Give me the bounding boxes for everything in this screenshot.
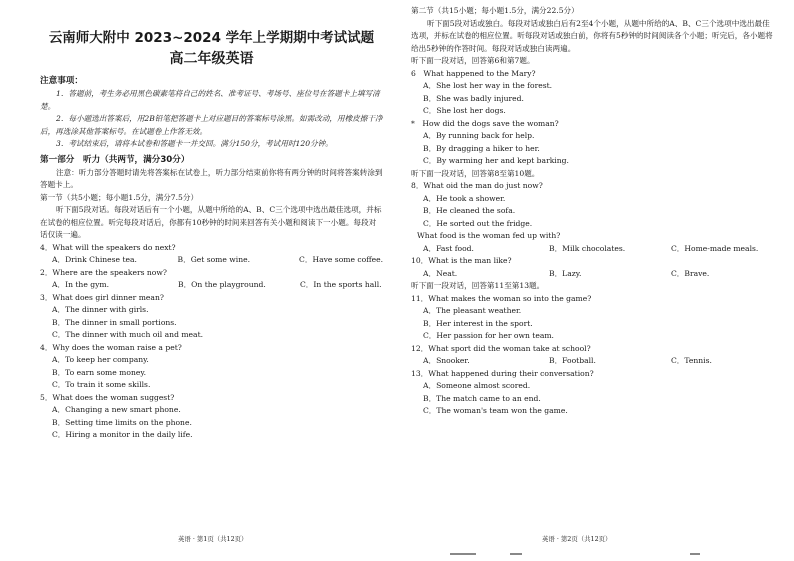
option-a: A．Neat. (423, 268, 458, 278)
option-row (40, 279, 383, 292)
notes-heading: 注意事项： (40, 76, 83, 86)
option-a: A．The pleasant weather. (423, 306, 522, 315)
option-c: C．By warming her and kept barking. (423, 156, 569, 165)
page-right (397, 0, 794, 561)
section2-instructions: 听下面5段对话或独白。每段对话或独白后有2至4个小题，从题中所给的A、B、C三个选项中选出最佳选项，并标在试卷的相应位置。听每段对话或独白前，你将有5秒钟的时间阅读各个小题；听完后，各小题将给出5秒钟的作答时间。每段对话或独白读两遍。 (411, 18, 773, 53)
option-b: B．To earn some money. (52, 367, 147, 377)
option-a: A．Drink Chinese tea. (52, 255, 137, 264)
option-c: C．She lost her dogs. (423, 106, 506, 115)
option-b: B．Football. (549, 356, 596, 365)
option-a: A．To keep her company. (52, 355, 149, 364)
part1-note: 注意：听力部分答题时请先将答案标在试卷上，听力部分结束前你将有两分钟的时间将答案转涂到答题卡上。 (40, 167, 383, 189)
note-item: 3．考试结束后，请将本试卷和答题卡一并交回。满分150分，考试用时120分钟。 (56, 139, 333, 148)
question-stem: 3．What does girl dinner mean? (40, 292, 164, 302)
option-b: B．On the playground. (178, 280, 266, 289)
question-stem: 6 What happened to the Mary? (411, 68, 536, 78)
option-b: B．Her interest in the sport. (423, 318, 533, 328)
scan-mark (450, 553, 476, 555)
question-stem: 4．What will the speakers do next? (40, 242, 176, 252)
question-stem: 13．What happened during their conversation? (411, 368, 594, 378)
exam-subtitle: 高二年级英语 (169, 51, 254, 67)
option-a: A．She lost her way in the forest. (423, 81, 553, 90)
question-stem: 8．What oid the man do just now? (411, 181, 543, 190)
page-footer: 英语 · 第1页（共12页） (178, 535, 248, 543)
option-a: A．Changing a new smart phone. (52, 405, 181, 414)
option-b: B．He cleaned the sofa. (423, 206, 516, 215)
option-b: B．She was badly injured. (423, 93, 524, 103)
option-c: C．To train it some skills. (52, 380, 151, 389)
option-c: C．The woman's team won the game. (423, 406, 568, 415)
scan-mark (690, 553, 700, 555)
option-c: C．Home-made meals. (671, 243, 759, 253)
option-c: C．In the sports hall. (300, 280, 382, 289)
option-c: C．Tennis. (671, 356, 712, 365)
dialogue-lead: 听下面一段对话，回答第11至第13题。 (411, 281, 545, 290)
question-stem: 2．Where are the speakers now? (40, 267, 167, 277)
dialogue-lead: 听下面一段对话，回答第8至第10题。 (411, 168, 540, 178)
section1-heading: 第一节（共5小题；每小题1.5分，满分7.5分） (40, 192, 199, 202)
part1-heading: 第一部分 听力（共两节，满分30分） (40, 154, 190, 165)
option-row (411, 268, 774, 281)
option-row (411, 355, 774, 368)
option-b: B．Lazy. (549, 268, 582, 278)
question-stem: 11．What makes the woman so into the game? (411, 293, 592, 303)
page-footer: 英语 · 第2页（共12页） (542, 535, 612, 543)
option-c: C．Brave. (671, 268, 710, 278)
scan-mark (510, 553, 522, 555)
option-c: C．Hiring a monitor in the daily life. (52, 430, 193, 439)
option-c: C．Her passion for her own team. (423, 331, 554, 340)
option-b: B．The dinner in small portions. (52, 317, 177, 327)
option-a: A．The dinner with girls. (52, 305, 149, 314)
question-stem: 10．What is the man like? (411, 256, 512, 265)
option-a: A．Snooker. (423, 356, 470, 365)
option-c: C．He sorted out the fridge. (423, 218, 533, 228)
option-c: C．Have some coffee. (299, 255, 383, 264)
note-item: 1．答题前，考生务必用黑色碳素笔将自己的姓名、准考证号、考场号、座位号在答题卡上填写清楚。 (40, 89, 380, 111)
option-a: A．By running back for help. (423, 131, 535, 140)
question-stem: 12．What sport did the woman take at school? (411, 343, 591, 353)
question-stem: * How did the dogs save the woman? (411, 118, 559, 128)
option-b: B．Milk chocolates. (549, 243, 626, 253)
option-a: A．In the gym. (52, 280, 109, 289)
option-b: B．Get some wine. (177, 255, 251, 264)
option-b: B．Setting time limits on the phone. (52, 417, 192, 427)
dialogue-lead: 听下面一段对话，回答第6和第7题。 (411, 56, 535, 65)
question-stem: 5．What does the woman suggest? (40, 392, 175, 402)
question-stem: What food is the woman fed up with? (417, 231, 561, 240)
question-stem: 4．Why does the woman raise a pet? (40, 342, 182, 352)
option-row (411, 243, 774, 256)
exam-title: 云南师大附中 2023~2024 学年上学期期中考试试题 (48, 30, 375, 46)
section1-instructions: 听下面5段对话。每段对话后有一个小题，从题中所给的A、B、C三个选项中选出最佳选项，并标在试卷的相应位置。听完每段对话后，你都有10秒钟的时间来回答有关小题和阅读下一小题。每段对话仅读一遍。 (40, 205, 382, 239)
option-a: A．Someone almost scored. (423, 381, 531, 390)
option-b: B．By dragging a hiker to her. (423, 143, 540, 153)
option-a: A．He took a shower. (423, 193, 506, 203)
option-row (40, 254, 383, 267)
option-a: A．Fast food. (423, 243, 474, 253)
note-item: 2．每小题选出答案后，用2B铅笔把答题卡上对应题目的答案标号涂黑。如需改动，用橡皮擦干净后，再选涂其他答案标号。在试题卷上作答无效。 (40, 114, 383, 136)
section2-heading: 第二节（共15小题；每小题1.5分，满分22.5分） (411, 6, 579, 15)
option-b: B．The match came to an end. (423, 393, 541, 403)
option-c: C．The dinner with much oil and meat. (52, 330, 204, 339)
